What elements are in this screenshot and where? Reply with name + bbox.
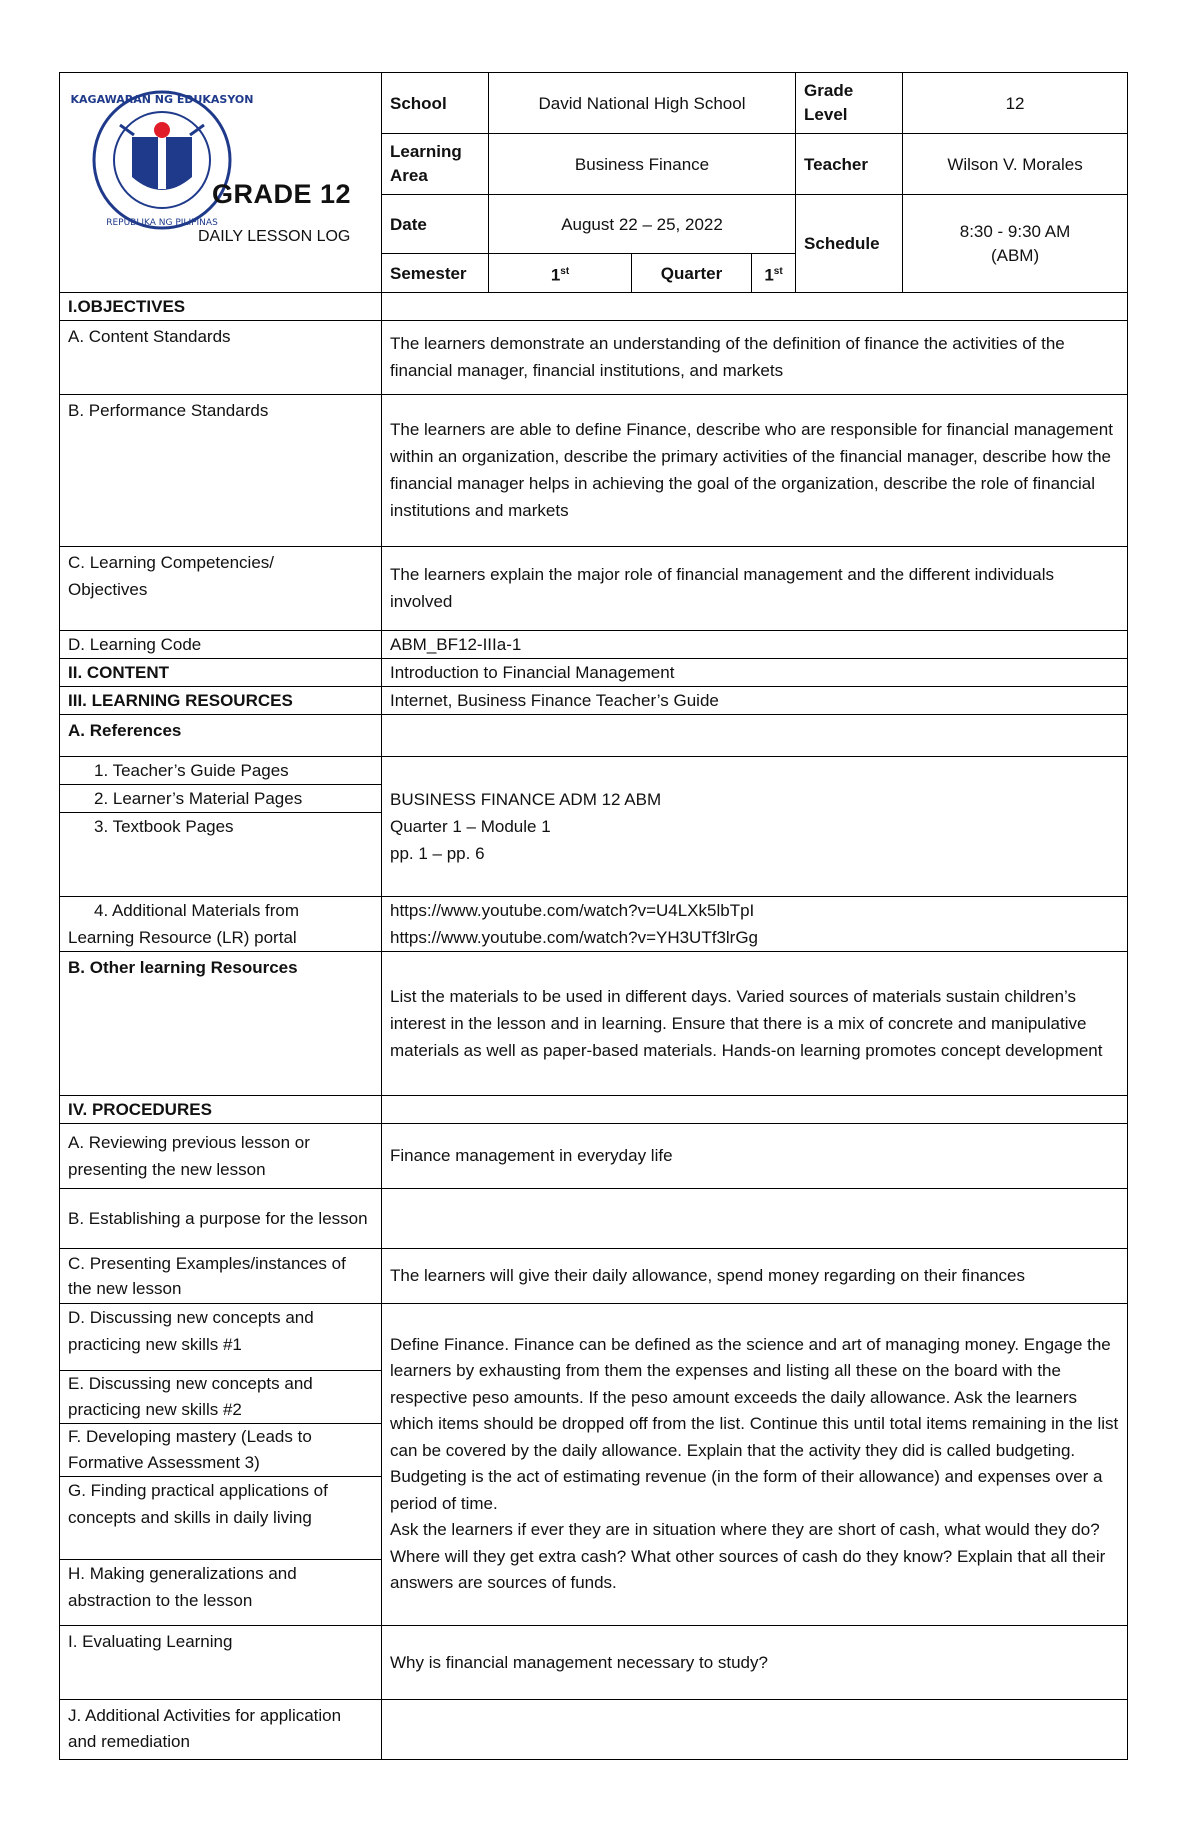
grade-level-label: Grade Level [796, 73, 903, 134]
semester-number: 1 [550, 265, 561, 285]
proc-j-label: J. Additional Activities for application and remediation [60, 1699, 382, 1759]
proc-dh-paragraph-2: Ask the learners if ever they are in situation where they are short of cash, what would they do? Where will they get extra cash? What other sources of cash do they know? Explain that all their answers are sources of funds. [390, 1520, 1106, 1592]
svg-text:REPUBLIKA NG PILIPINAS: REPUBLIKA NG PILIPINAS [106, 218, 218, 228]
proc-j-blank [382, 1699, 1128, 1759]
references-blank [382, 714, 1128, 756]
quarter-suffix: st [773, 265, 783, 277]
module-reference [382, 756, 1128, 896]
school-value: David National High School [489, 73, 796, 134]
proc-a-label: A. Reviewing previous lesson or presenting the new lesson [60, 1123, 382, 1188]
additional-materials-line2: Learning Resource (LR) portal [68, 927, 297, 947]
competencies-value: The learners explain the major role of financial management and the different individuals involved [382, 546, 1128, 630]
lesson-table [59, 292, 1128, 1760]
additional-materials-label [60, 896, 382, 951]
module-line3: pp. 1 – pp. 6 [390, 843, 485, 863]
learning-area-value: Business Finance [489, 134, 796, 195]
daily-lesson-log [59, 72, 1127, 1760]
lm-pages-label: 2. Learner’s Material Pages [60, 785, 381, 813]
teacher-label: Teacher [796, 134, 903, 195]
grade-level-value: 12 [903, 73, 1128, 134]
proc-f-label: F. Developing mastery (Leads to Formative Assessment 3) [60, 1424, 381, 1477]
deped-seal-icon [70, 85, 254, 235]
semester-suffix: st [560, 265, 570, 277]
content-label: II. CONTENT [60, 658, 382, 686]
competencies-label-line1: C. Learning Competencies/ [68, 552, 275, 572]
objectives-heading: I.OBJECTIVES [60, 292, 382, 320]
semester-label: Semester [382, 254, 489, 293]
resources-value: Internet, Business Finance Teacher’s Guide [382, 686, 1128, 714]
svg-text:KAGAWARAN NG EDUKASYON: KAGAWARAN NG EDUKASYON [70, 93, 254, 106]
textbook-pages-label: 3. Textbook Pages [94, 816, 234, 836]
teacher-value: Wilson V. Morales [903, 134, 1128, 195]
proc-i-label: I. Evaluating Learning [60, 1625, 382, 1699]
module-line1: BUSINESS FINANCE ADM 12 ABM [390, 789, 662, 809]
grade-subtitle: DAILY LESSON LOG [198, 228, 351, 245]
content-standards-label: A. Content Standards [60, 320, 382, 394]
schedule-time: 8:30 - 9:30 AM [959, 221, 1071, 241]
quarter-label: Quarter [632, 254, 752, 293]
semester-value [489, 254, 632, 293]
proc-h-label: H. Making generalizations and abstraction to the lesson [68, 1563, 297, 1610]
header-table [59, 72, 1128, 293]
proc-i-value: Why is financial management necessary to study? [382, 1625, 1128, 1699]
date-value: August 22 – 25, 2022 [489, 195, 796, 254]
resources-label: III. LEARNING RESOURCES [60, 686, 382, 714]
module-line2: Quarter 1 – Module 1 [390, 816, 551, 836]
schedule-value [903, 195, 1128, 293]
content-value: Introduction to Financial Management [382, 658, 1128, 686]
schedule-strand: (ABM) [990, 245, 1040, 265]
proc-a-value: Finance management in everyday life [382, 1123, 1128, 1188]
content-standards-value: The learners demonstrate an understanding of the definition of finance the activities of the financial manager, financial institutions, and markets [382, 320, 1128, 394]
learning-area-label: Learning Area [382, 134, 489, 195]
proc-dh-paragraph-1: Define Finance. Finance can be defined as the science and art of managing money. Engage the learners by exhausting from them the expenses and listing all these on the board with the respective peso amounts. If the peso amount exceeds the daily allowance. Ask the learners which items should be dropped off from the list. Continue this until total items remaining in the list can be covered by the daily allowance. Explain that the activity they did is called budgeting. Budgeting is the act of estimating revenue (in the form of their allowance) and expenses over a period of time. [390, 1334, 1119, 1513]
other-resources-value: List the materials to be used in different days. Varied sources of materials sustain children’s interest in the lesson and in learning. Ensure that there is a mix of concrete and manipulative materials as well as paper-based materials. Hands-on learning promotes concept development [382, 951, 1128, 1095]
logo-cell [60, 73, 382, 293]
competencies-label-line2: Objectives [68, 579, 148, 599]
proc-g-label: G. Finding practical applications of concepts and skills in daily living [60, 1477, 381, 1560]
procedures-blank [382, 1095, 1128, 1123]
proc-e-label: E. Discussing new concepts and practicing new skills #2 [60, 1371, 381, 1424]
proc-b-label: B. Establishing a purpose for the lesson [60, 1188, 382, 1248]
competencies-label [60, 546, 382, 630]
learning-code-label: D. Learning Code [60, 630, 382, 658]
quarter-number: 1 [764, 265, 774, 285]
performance-standards-value: The learners are able to define Finance, describe who are responsible for financial management within an organization, describe the primary activities of the financial manager, describe how the financial manager helps in achieving the goal of the organization, describe the role of financial institutions and markets [382, 394, 1128, 546]
proc-d-label: D. Discussing new concepts and practicing new skills #1 [60, 1304, 381, 1371]
references-label: A. References [60, 714, 382, 756]
proc-b-blank [382, 1188, 1128, 1248]
proc-d-to-h-labels [60, 1303, 382, 1625]
youtube-link-1[interactable]: https://www.youtube.com/watch?v=U4LXk5lbTpI [390, 900, 755, 920]
tg-pages-label: 1. Teacher’s Guide Pages [60, 757, 381, 785]
learning-code-value: ABM_BF12-IIIa-1 [382, 630, 1128, 658]
grade-title: GRADE 12 [212, 179, 352, 209]
additional-materials-line1: 4. Additional Materials from [94, 900, 300, 920]
procedures-heading: IV. PROCEDURES [60, 1095, 382, 1123]
additional-materials-links [382, 896, 1128, 951]
other-resources-label: B. Other learning Resources [60, 951, 382, 1095]
objectives-blank [382, 292, 1128, 320]
performance-standards-label: B. Performance Standards [60, 394, 382, 546]
schedule-label: Schedule [796, 195, 903, 293]
proc-c-label: C. Presenting Examples/instances of the new lesson [60, 1248, 382, 1303]
proc-c-value: The learners will give their daily allowance, spend money regarding on their finances [382, 1248, 1128, 1303]
school-label: School [382, 73, 489, 134]
pages-labels [60, 756, 382, 896]
proc-d-to-h-value [382, 1303, 1128, 1625]
youtube-link-2[interactable]: https://www.youtube.com/watch?v=YH3UTf3lrGg [390, 927, 759, 947]
quarter-value [752, 254, 796, 293]
date-label: Date [382, 195, 489, 254]
